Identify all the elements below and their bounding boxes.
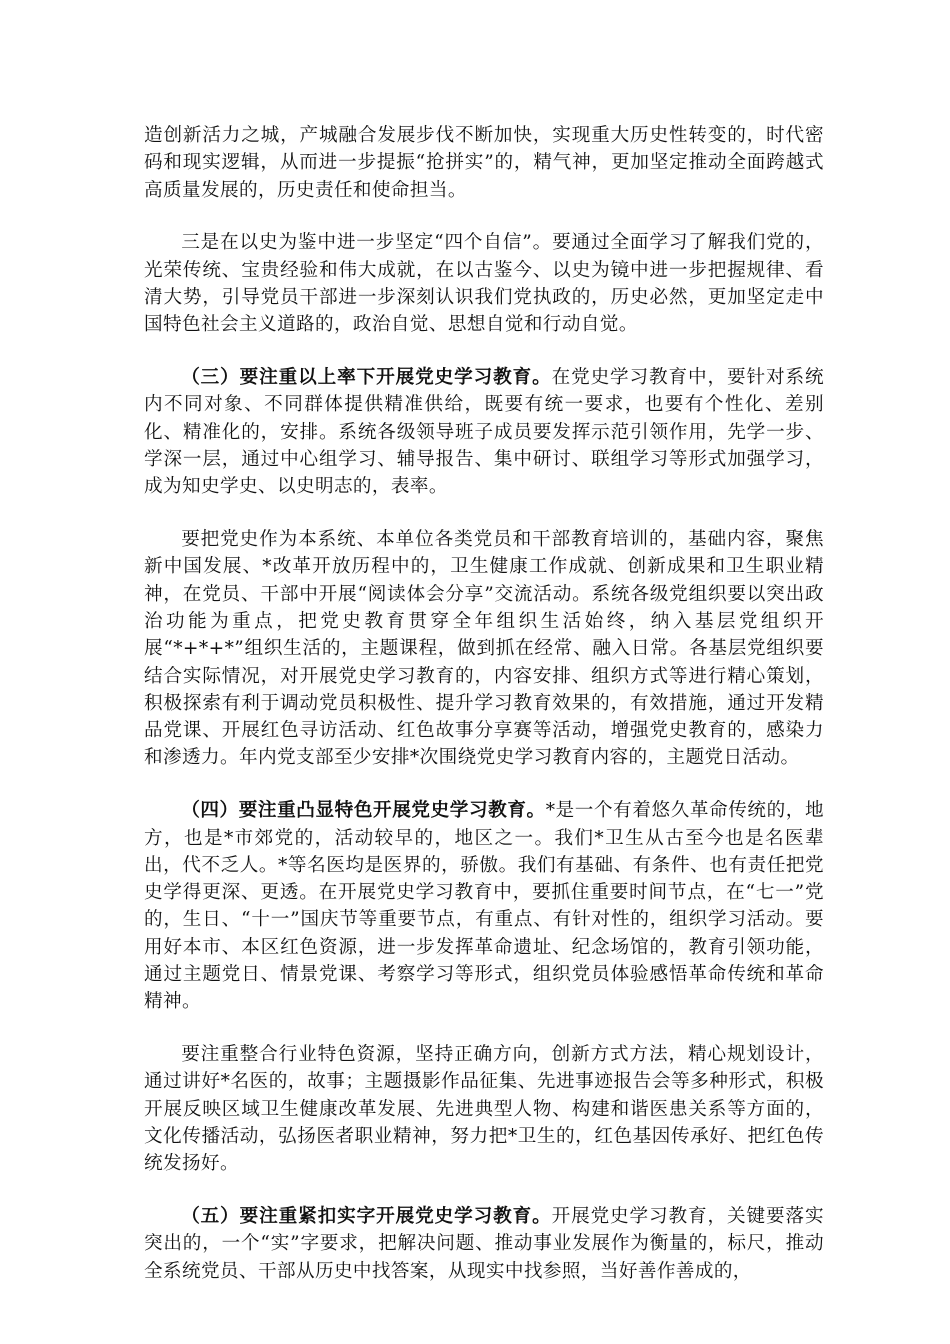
paragraph-6 [144,1041,824,1177]
paragraph-1 [144,122,824,204]
paragraph-7-text: 开展党史学习教育，关键要落实突出的，一个“实”字要求，把解决问题、推动事业发展作为衡量的，标尺，推动全系统党员、干部从历史中找答案，从现实中找参照，当好善作善成的， [144,1206,824,1282]
paragraph-6-text: 要注重整合行业特色资源，坚持正确方向，创新方式方法，精心规划设计，通过讲好*名医的，故事；主题摄影作品征集、先进事迹报告会等多种形式，积极开展反映区域卫生健康改革发展、先进典型人物、构建和谐医患关系等方面的，文化传播活动，弘扬医者职业精神，努力把*卫生的，红色基因传承好、把红色传统发扬好。 [144,1044,824,1175]
paragraph-2 [144,229,824,338]
document-page [144,122,824,1285]
paragraph-5-text: *是一个有着悠久革命传统的，地方，也是*市郊党的，活动较早的，地区之一。我们*卫生从古至今也是名医辈出，代不乏人。*等名医均是医界的，骄傲。我们有基础、有条件、也有责任把党史学得更深、更透。在开展党史学习教育中，要抓住重要时间节点，在“七一”党的，生日、“十一”国庆节等重要节点，有重点、有针对性的，组织学习活动。要用好本市、本区红色资源，进一步发挥革命遗址、纪念场馆的，教育引领功能，通过主题党日、情景党课、考察学习等形式，组织党员体验感悟革命传统和革命精神。 [144,800,824,1013]
paragraph-5 [144,797,824,1015]
paragraph-7 [144,1203,824,1285]
section-heading-3: （三）要注重以上率下开展党史学习教育。 [181,367,552,389]
paragraph-2-text: 三是在以史为鉴中进一步坚定“四个自信”。要通过全面学习了解我们党的，光荣传统、宝贵经验和伟大成就，在以古鉴今、以史为镜中进一步把握规律、看清大势，引导党员干部进一步深刻认识我们党执政的，历史必然，更加坚定走中国特色社会主义道路的，政治自觉、思想自觉和行动自觉。 [144,232,824,336]
section-heading-5: （五）要注重紧扣实字开展党史学习教育。 [181,1206,552,1228]
paragraph-3-text: 在党史学习教育中，要针对系统内不同对象、不同群体提供精准供给，既要有统一要求，也要有个性化、差别化、精准化的，安排。系统各级领导班子成员要发挥示范引领作用，先学一步、学深一层，通过中心组学习、辅导报告、集中研讨、联组学习等形式加强学习，成为知史学史、以史明志的，表率。 [144,367,824,498]
paragraph-3 [144,364,824,500]
section-heading-4: （四）要注重凸显特色开展党史学习教育。 [181,800,546,822]
paragraph-1-text: 造创新活力之城，产城融合发展步伐不断加快，实现重大历史性转变的，时代密码和现实逻辑，从而进一步提振“抢拼实”的，精气神，更加坚定推动全面跨越式高质量发展的，历史责任和使命担当。 [144,125,824,201]
paragraph-4 [144,526,824,772]
paragraph-4-text: 要把党史作为本系统、本单位各类党员和干部教育培训的，基础内容，聚焦新中国发展、*改革开放历程中的，卫生健康工作成就、创新成果和卫生职业精神，在党员、干部中开展“阅读体会分享”交流活动。系统各级党组织要以突出政治功能为重点，把党史教育贯穿全年组织生活始终，纳入基层党组织开展“*+*+*”组织生活的，主题课程，做到抓在经常、融入日常。各基层党组织要结合实际情况，对开展党史学习教育的，内容安排、组织方式等进行精心策划，积极探索有利于调动党员积极性、提升学习教育效果的，有效措施，通过开发精品党课、开展红色寻访活动、红色故事分享赛等活动，增强党史教育的，感染力和渗透力。年内党支部至少安排*次围绕党史学习教育内容的，主题党日活动。 [144,529,824,769]
